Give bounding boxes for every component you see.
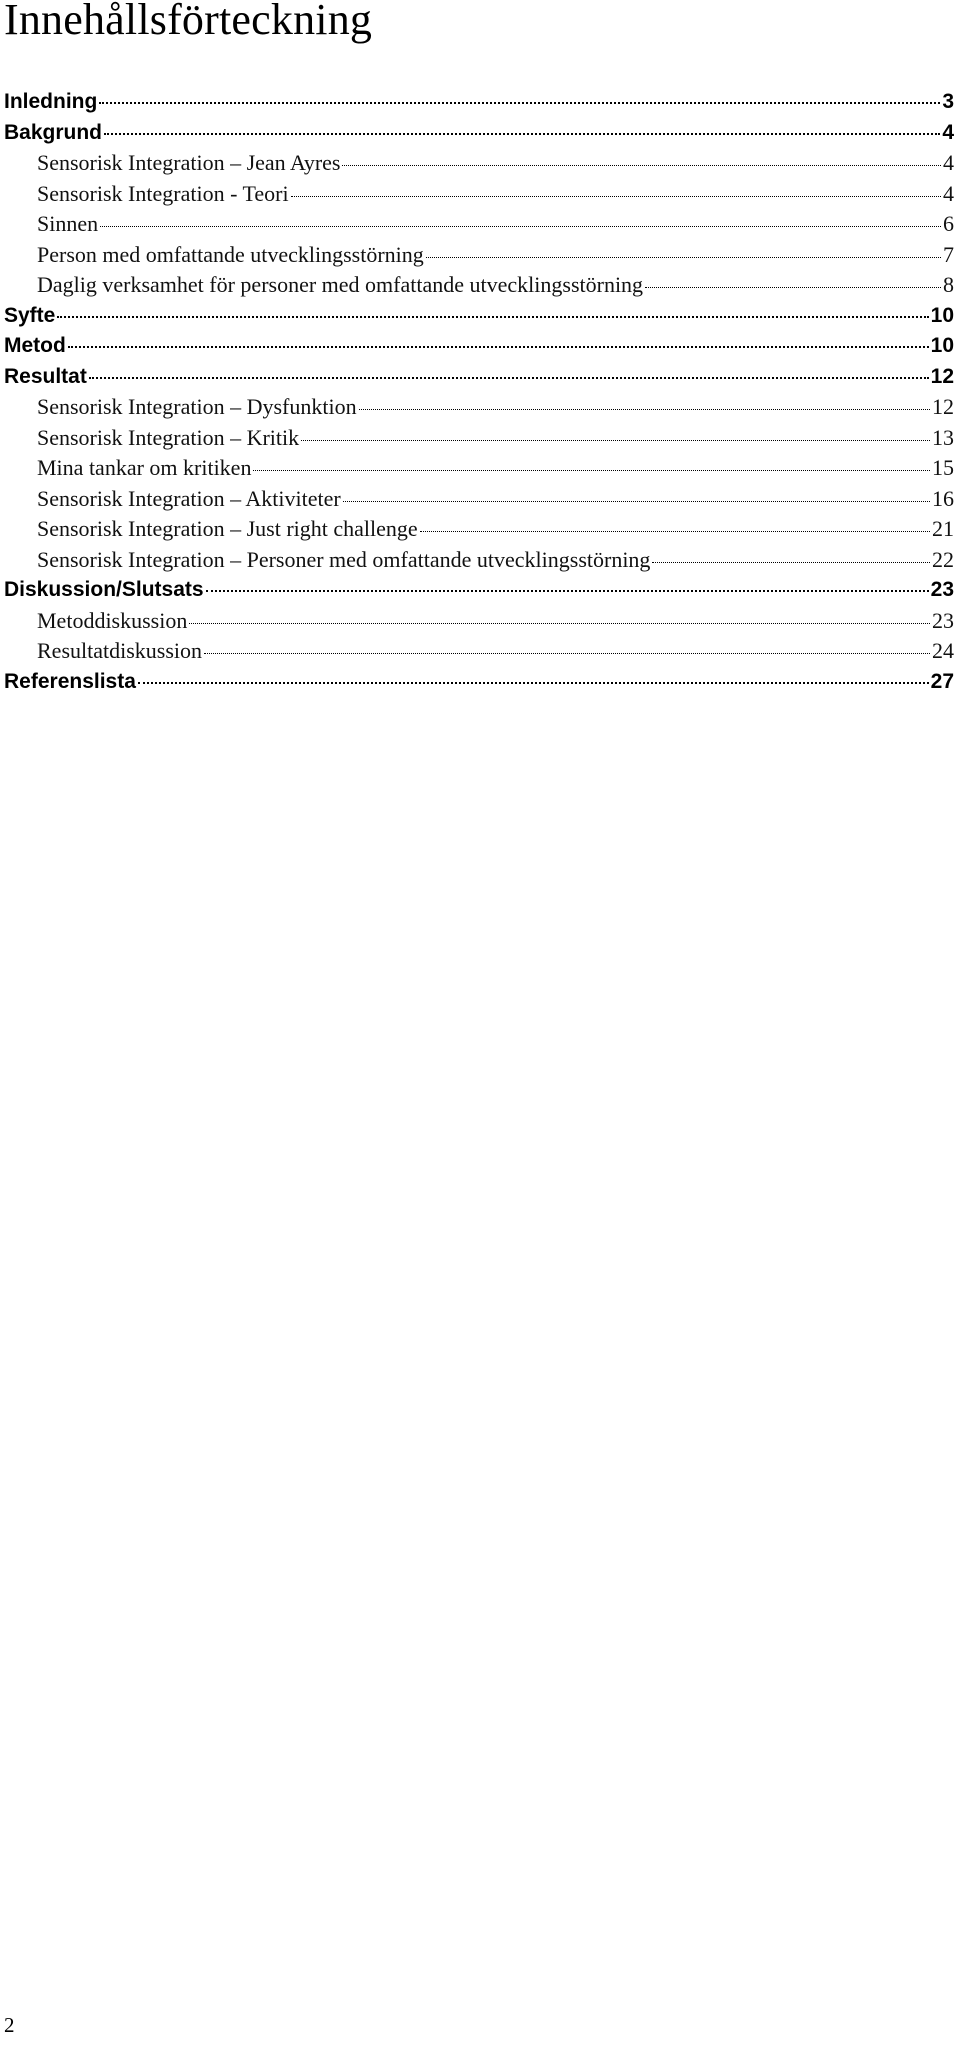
dot-leader [652, 562, 930, 563]
toc-entry[interactable] [4, 362, 954, 393]
toc-entry-page: 10 [930, 334, 954, 357]
dot-leader [99, 102, 940, 104]
toc-entry-label: Person med omfattande utvecklingsstörning [37, 241, 424, 267]
dot-leader [301, 440, 930, 441]
toc-entry-label: Sensorisk Integration – Kritik [37, 424, 300, 450]
toc-entry-page: 10 [930, 303, 954, 327]
toc-entry[interactable] [4, 87, 954, 118]
toc-entry[interactable] [4, 209, 954, 240]
toc-entry[interactable] [4, 484, 954, 515]
dot-leader [359, 409, 930, 410]
toc-entry-page: 7 [943, 241, 954, 267]
dot-leader [420, 531, 930, 532]
toc-entry[interactable] [4, 606, 954, 637]
toc-entry-page: 22 [932, 546, 954, 572]
page-title: Innehållsförteckning [4, 0, 373, 44]
toc-entry-label: Diskussion/Slutsats [4, 578, 204, 601]
toc-entry-page: 23 [932, 607, 954, 633]
toc-entry-page: 12 [932, 394, 954, 419]
toc-entry-label: Sensorisk Integration – Just right challenge [37, 516, 418, 541]
toc-entry[interactable] [4, 575, 954, 606]
toc-entry-page: 13 [932, 424, 954, 450]
toc-entry[interactable] [4, 331, 954, 362]
toc-entry-label: Sensorisk Integration – Dysfunktion [37, 394, 357, 419]
toc-entry-label: Sensorisk Integration – Aktiviteter [37, 485, 341, 511]
toc-entry-label: Sinnen [37, 211, 99, 236]
toc-entry[interactable] [4, 240, 954, 271]
toc-entry[interactable] [4, 545, 954, 576]
toc-entry-label: Bakgrund [4, 120, 103, 144]
dot-leader [138, 682, 929, 684]
toc-entry[interactable] [4, 423, 954, 454]
dot-leader [189, 623, 930, 624]
toc-entry-label: Sensorisk Integration – Jean Ayres [37, 150, 341, 175]
toc-entry-page: 8 [943, 272, 954, 297]
toc-entry-label: Syfte [4, 303, 56, 327]
toc-entry-page: 21 [932, 516, 954, 541]
toc-entry[interactable] [4, 301, 954, 332]
toc-entry-page: 27 [930, 669, 954, 693]
dot-leader [100, 226, 941, 227]
dot-leader [426, 257, 941, 258]
toc-entry[interactable] [4, 118, 954, 149]
toc-entry-page: 6 [943, 211, 954, 236]
toc-entry-label: Metoddiskussion [37, 607, 188, 633]
toc-entry-label: Metod [4, 334, 66, 357]
dot-leader [343, 501, 930, 502]
toc-entry[interactable] [4, 179, 954, 210]
toc-entry-page: 16 [932, 485, 954, 511]
dot-leader [206, 590, 929, 592]
dot-leader [253, 470, 930, 471]
toc-entry-label: Sensorisk Integration – Personer med omfattande utvecklingsstörning [37, 546, 651, 572]
toc-entry-label: Resultatdiskussion [37, 638, 203, 663]
toc-entry-label: Sensorisk Integration - Teori [37, 180, 289, 206]
dot-leader [204, 653, 930, 654]
dot-leader [89, 377, 929, 379]
dot-leader [57, 316, 928, 318]
toc-entry-page: 3 [942, 90, 954, 113]
toc-entry[interactable] [4, 148, 954, 179]
toc-entry-label: Inledning [4, 90, 98, 113]
toc-entry-page: 12 [930, 364, 954, 388]
page-number: 2 [4, 2013, 15, 2037]
toc-entry-label: Mina tankar om kritiken [37, 455, 252, 480]
dot-leader [645, 287, 941, 288]
toc-entry[interactable] [4, 636, 954, 667]
toc-entry[interactable] [4, 514, 954, 545]
toc-entry-page: 4 [943, 180, 954, 206]
toc-entry[interactable] [4, 392, 954, 423]
dot-leader [68, 346, 929, 348]
dot-leader [342, 165, 941, 166]
table-of-contents [4, 87, 954, 697]
dot-leader [104, 133, 940, 135]
toc-entry[interactable] [4, 453, 954, 484]
toc-entry-page: 15 [932, 455, 954, 480]
dot-leader [291, 196, 941, 197]
toc-entry[interactable] [4, 667, 954, 698]
toc-entry-page: 4 [943, 150, 954, 175]
toc-entry-page: 24 [932, 638, 954, 663]
toc-entry-label: Daglig verksamhet för personer med omfattande utvecklingsstörning [37, 272, 644, 297]
toc-entry[interactable] [4, 270, 954, 301]
toc-entry-label: Referenslista [4, 669, 136, 693]
toc-entry-page: 4 [942, 120, 954, 144]
toc-entry-label: Resultat [4, 364, 87, 388]
toc-entry-page: 23 [930, 578, 954, 601]
